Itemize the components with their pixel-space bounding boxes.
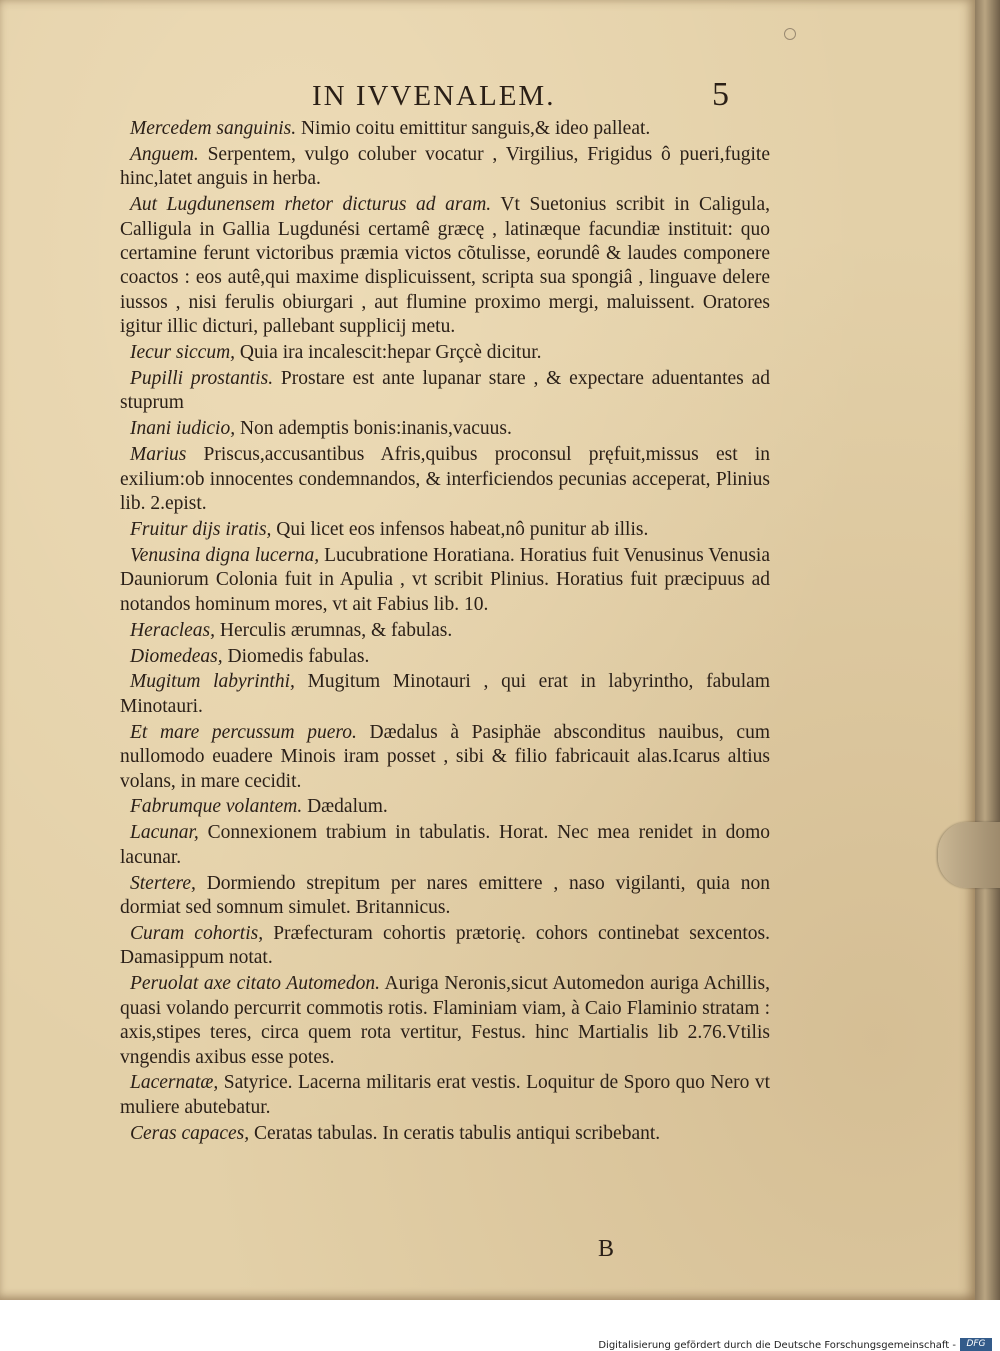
gloss: Connexionem trabium in tabulatis. Horat. Nec mea renidet in domo lacunar. bbox=[120, 822, 770, 868]
gloss: Prostare est ante lupanar stare , & expectare aduentantes ad stuprum bbox=[120, 368, 770, 414]
page-edge bbox=[975, 0, 1000, 1300]
commentary-paragraph bbox=[120, 417, 770, 441]
footer-bar bbox=[0, 1300, 1000, 1351]
commentary-text bbox=[120, 117, 770, 1148]
lemma: Pupilli prostantis. bbox=[130, 368, 274, 390]
gloss: Priscus,accusantibus Afris,quibus proconsul pręfuit,missus est in exilium:ob innocentes condemnandos, & interficiendos pecunias acceperat, Plinius lib. 2.epist. bbox=[120, 444, 770, 515]
commentary-paragraph bbox=[120, 143, 770, 192]
punch-hole-mark bbox=[784, 28, 796, 40]
gloss: Dormiendo strepitum per nares emittere , naso vigilanti, quia non dormiat sed somnum simulet. Britannicus. bbox=[120, 872, 770, 919]
commentary-paragraph bbox=[120, 544, 770, 617]
lemma: Diomedeas, bbox=[130, 645, 223, 667]
commentary-paragraph bbox=[120, 341, 770, 365]
gloss: Auriga Neronis,sicut Automedon auriga Achillis, quasi volando percurrit commotis rotis. Flaminiam viam, à Caio Flaminio stratam : axis,stipes teres, circa quem rota vertitur, Festus. hinc Martialis lib 2.76.Vtilis vngendis axibus esse potes. bbox=[120, 973, 770, 1068]
running-head-title: IN IVVENALEM. bbox=[312, 80, 556, 112]
lemma: Lacernatæ, bbox=[130, 1072, 219, 1094]
lemma: Marius bbox=[130, 444, 187, 466]
gloss: Qui licet eos infensos habeat,nô punitur ab illis. bbox=[271, 519, 649, 540]
commentary-paragraph bbox=[120, 1122, 770, 1146]
gloss: Ceratas tabulas. In ceratis tabulis antiqui scribebant. bbox=[249, 1122, 661, 1144]
lemma: Lacunar, bbox=[130, 822, 199, 844]
lemma: Aut Lugdunensem rhetor dicturus ad aram. bbox=[130, 194, 492, 216]
commentary-paragraph bbox=[120, 670, 770, 719]
commentary-paragraph bbox=[120, 645, 770, 669]
lemma: Fruitur dijs iratis, bbox=[130, 519, 272, 540]
lemma: Stertere, bbox=[130, 872, 196, 894]
commentary-paragraph bbox=[120, 193, 770, 339]
commentary-paragraph bbox=[120, 367, 770, 416]
commentary-paragraph bbox=[120, 872, 770, 921]
book-clip bbox=[938, 822, 1000, 888]
gloss: Serpentem, vulgo coluber vocatur , Virgilius, Frigidus ô pueri,fugite hinc,latet anguis in herba. bbox=[120, 143, 770, 190]
lemma: Heracleas, bbox=[130, 619, 216, 641]
commentary-paragraph bbox=[120, 1071, 770, 1120]
commentary-paragraph bbox=[120, 721, 770, 794]
lemma: Inani iudicio, bbox=[130, 418, 236, 440]
lemma: Mugitum labyrinthi, bbox=[130, 671, 295, 693]
running-head bbox=[0, 76, 975, 120]
commentary-paragraph bbox=[120, 443, 770, 516]
commentary-paragraph bbox=[120, 795, 770, 819]
commentary-paragraph bbox=[120, 922, 770, 971]
gloss: Dædalus à Pasiphäe absconditus nauibus, cum nullomodo euadere Minois iram posset , sibi & filio fabricauit alas.Icarus altius volans, in mare cecidit. bbox=[120, 721, 770, 792]
lemma: Peruolat axe citato Automedon. bbox=[130, 973, 380, 995]
gloss: Præfecturam cohortis prætorię. cohors continebat sexcentos. Damasippum notat. bbox=[120, 923, 770, 969]
gloss: Herculis ærumnas, & fabulas. bbox=[215, 619, 453, 641]
gloss: Dædalum. bbox=[302, 796, 388, 818]
commentary-paragraph bbox=[120, 518, 770, 542]
page-number: 5 bbox=[712, 76, 729, 113]
commentary-paragraph bbox=[120, 117, 770, 141]
gloss: Quia ira incalescit:hepar Grçcè dicitur. bbox=[235, 342, 542, 364]
lemma: Venusina digna lucerna, bbox=[130, 544, 320, 566]
lemma: Anguem. bbox=[130, 143, 199, 165]
lemma: Fabrumque volantem. bbox=[130, 796, 303, 818]
gloss: Nimio coitu emittitur sanguis,& ideo palleat. bbox=[296, 118, 651, 139]
gloss: Diomedis fabulas. bbox=[222, 645, 370, 667]
funding-credit: Digitalisierung gefördert durch die Deutsche Forschungsgemeinschaft - bbox=[598, 1340, 956, 1351]
gloss: Lucubratione Horatiana. Horatius fuit Venusinus Venusia Dauniorum Colonia fuit in Apulia , vt scribit Plinius. Horatius fuit præcipuus ad notandos hominum mores, vt ait Fabius lib. 10. bbox=[120, 544, 770, 615]
lemma: Et mare percussum puero. bbox=[130, 721, 357, 743]
commentary-paragraph bbox=[120, 619, 770, 643]
dfg-logo: DFG bbox=[960, 1338, 992, 1351]
gloss: Vt Suetonius scribit in Caligula, Calligula in Gallia Lugdunési certamê græcę , latinæque facundiæ instituit: quo certamine ferunt victoribus præmia victos cõtulisse, eorundê & laudes componere coactos : eos autê,qui maxime displicuissent, scripta sua spongiâ , linguave delere iussos , nisi ferulis obiurgari , aut flumine proximo mergi, maluissent. Oratores igitur illic dicturi, pallebant supplicij metu. bbox=[120, 194, 770, 338]
lemma: Ceras capaces, bbox=[130, 1122, 250, 1144]
commentary-paragraph bbox=[120, 821, 770, 870]
lemma: Curam cohortis, bbox=[130, 923, 264, 944]
gloss: Mugitum Minotauri , qui erat in labyrintho, fabulam Minotauri. bbox=[120, 671, 771, 717]
gloss: Non ademptis bonis:inanis,vacuus. bbox=[235, 418, 512, 440]
signature-mark: B bbox=[598, 1236, 615, 1262]
commentary-paragraph bbox=[120, 972, 770, 1070]
lemma: Iecur siccum, bbox=[130, 342, 236, 364]
gloss: Satyrice. Lacerna militaris erat vestis. Loquitur de Sporo quo Nero vt muliere abutebatur. bbox=[120, 1072, 770, 1118]
lemma: Mercedem sanguinis. bbox=[130, 118, 297, 139]
